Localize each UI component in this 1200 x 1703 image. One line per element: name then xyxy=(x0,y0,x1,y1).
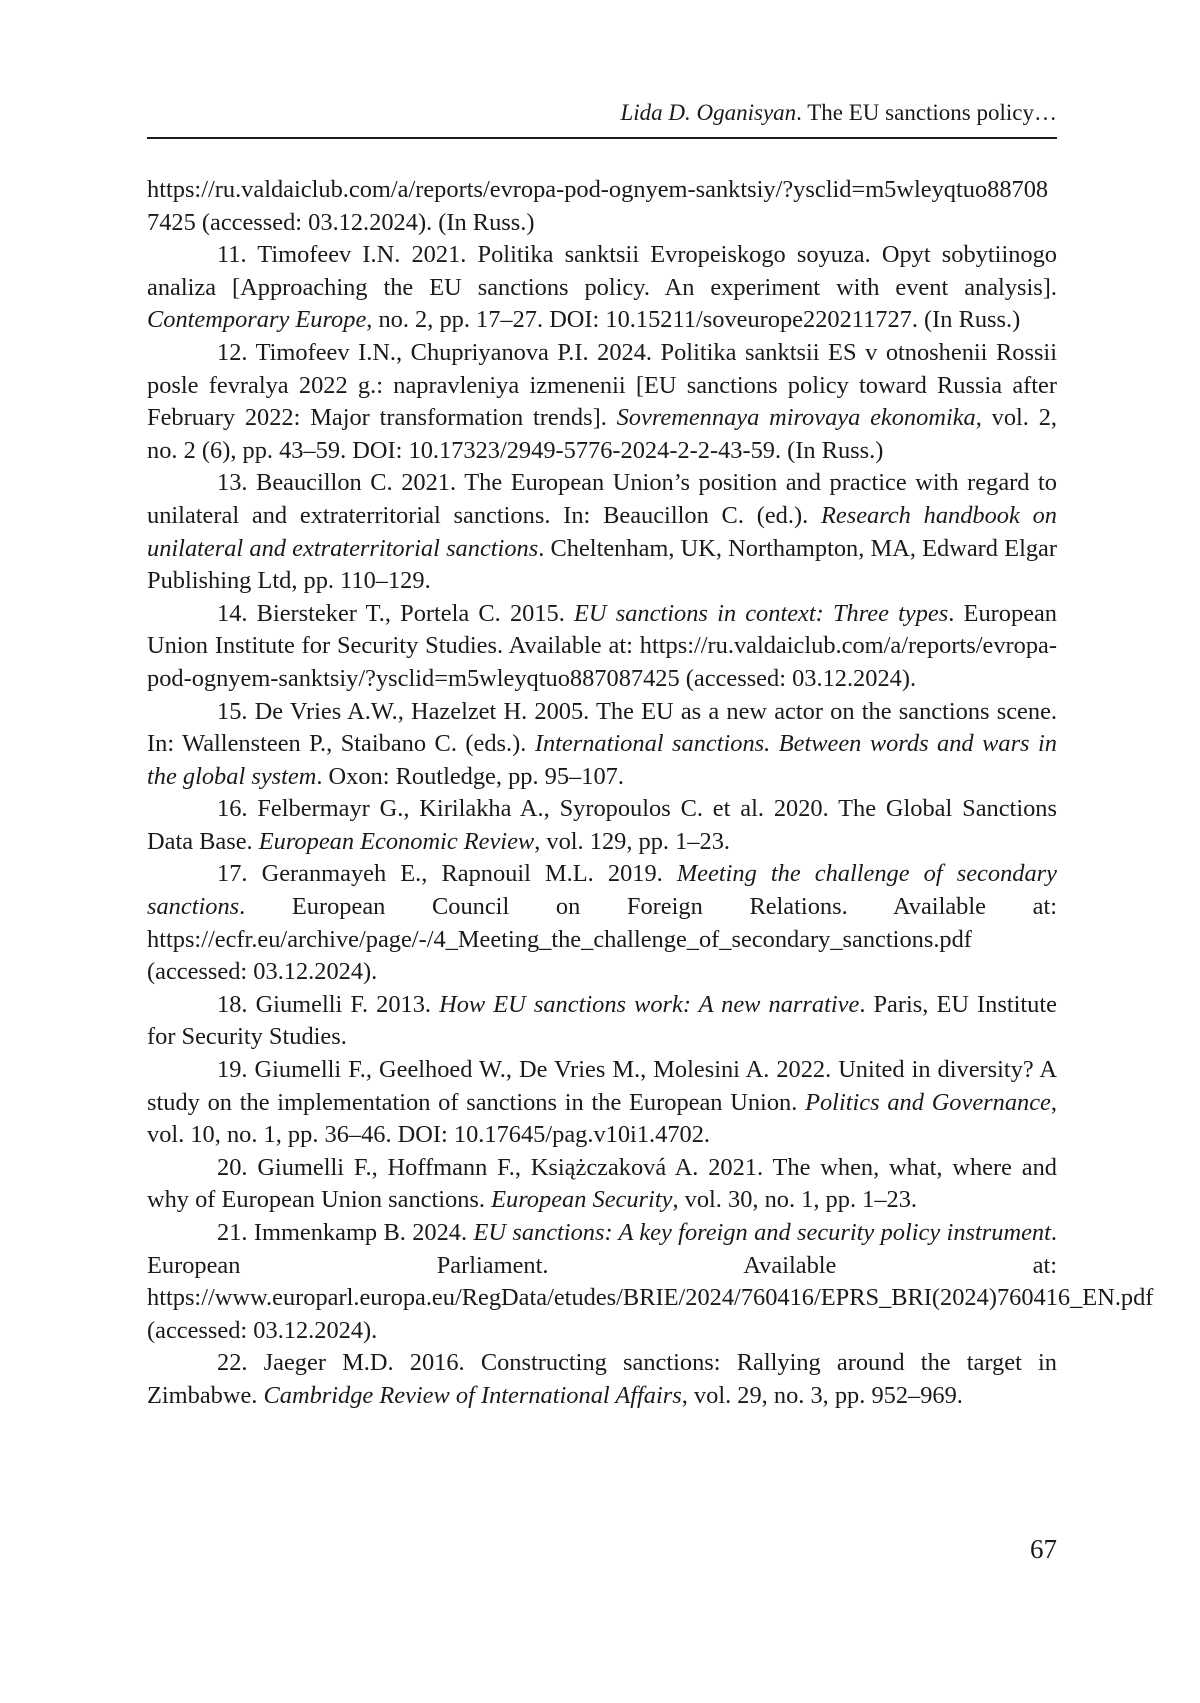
reference-source-title: European Economic Review xyxy=(258,827,535,855)
reference-source-title: International sanctions. Between words and wars in the global system xyxy=(147,730,1057,790)
reference-source-title: Sovremennaya mirovaya ekonomika xyxy=(616,404,976,432)
reference-text: , vol. 129, pp. 1–23. xyxy=(534,827,730,855)
running-head-author: Lida D. Oganisyan xyxy=(620,100,797,125)
reference-list xyxy=(147,174,1154,1413)
header-rule xyxy=(147,137,1057,139)
reference-text: . European Council on Foreign Relations. Available at: https://ecfr.eu/archive/page/-/4_Meeting_the_challenge_of_secondary_sanctions.pdf (accessed: 03.12.2024). xyxy=(147,893,1057,986)
reference-source-title: How EU sanctions work: A new narrative xyxy=(439,990,860,1018)
reference-text: 13. Beaucillon C. 2021. The European Union’s position and practice with regard to unilateral and extraterritorial sanctions. In: Beaucillon C. (ed.). xyxy=(147,469,1057,529)
reference-source-title: Cambridge Review of International Affairs xyxy=(263,1381,682,1409)
reference-item xyxy=(147,1347,1057,1412)
reference-text: . European Parliament. Available at: https://www.europarl.europa.eu/RegData/etudes/BRIE/2024/760416/EPRS_BRI(2024)760416_EN.pdf (accessed: 03.12.2024). xyxy=(147,1219,1154,1344)
reference-text: 12. Timofeev I.N., Chupriyanova P.I. 2024. Politika sanktsii ES v otnoshenii Rossii posle fevralya 2022 g.: napravleniya izmenenii [EU sanctions policy toward Russia after February 2022: Major transformation trends]. xyxy=(147,338,1057,432)
reference-text: 18. Giumelli F. 2013. xyxy=(217,990,440,1018)
running-head-title: . The EU sanctions policy… xyxy=(796,100,1057,125)
reference-text: , no. 2, pp. 17–27. DOI: 10.15211/soveurope220211727. (In Russ.) xyxy=(366,306,1021,334)
reference-item xyxy=(147,858,1057,988)
reference-item xyxy=(147,989,1057,1054)
reference-item xyxy=(147,793,1057,858)
reference-source-title: European Security xyxy=(491,1186,673,1214)
reference-item xyxy=(147,467,1057,597)
reference-text: 19. Giumelli F., Geelhoed W., De Vries M., Molesini A. 2022. United in diversity? A study on the implementation of sanctions in the European Union. xyxy=(147,1056,1057,1116)
reference-text: , vol. 2, no. 2 (6), pp. 43–59. DOI: 10.17323/2949-5776-2024-2-2-43-59. (In Russ.) xyxy=(147,404,1057,464)
reference-item xyxy=(147,598,1057,696)
reference-text: 14. Biersteker T., Portela C. 2015. xyxy=(217,599,575,627)
reference-item xyxy=(147,239,1057,337)
reference-text: https://ru.valdaiclub.com/a/reports/evropa-pod-ognyem-sanktsiy/?ysclid=m5wleyqtuo887087425 (accessed: 03.12.2024). (In Russ.) xyxy=(147,176,1049,236)
reference-text: . Paris, EU Institute for Security Studies. xyxy=(147,990,1057,1051)
reference-text: 16. Felbermayr G., Kirilakha A., Syropoulos C. et al. 2020. The Global Sanctions Data Base. xyxy=(147,795,1057,855)
reference-source-title: Politics and Governance xyxy=(805,1088,1051,1116)
reference-text: 15. De Vries A.W., Hazelzet H. 2005. The EU as a new actor on the sanctions scene. In: Wallensteen P., Staibano C. (eds.). xyxy=(147,697,1057,758)
reference-text: 22. Jaeger M.D. 2016. Constructing sanctions: Rallying around the target in Zimbabwe. xyxy=(147,1349,1057,1409)
reference-source-title: Contemporary Europe xyxy=(147,306,367,334)
reference-text: . Oxon: Routledge, pp. 95–107. xyxy=(316,762,624,790)
reference-text: , vol. 29, no. 3, pp. 952–969. xyxy=(681,1381,963,1409)
reference-text: 21. Immenkamp B. 2024. xyxy=(217,1219,474,1246)
reference-item xyxy=(147,337,1057,467)
reference-source-title: Research handbook on unilateral and extraterritorial sanctions xyxy=(147,501,1058,562)
reference-text: 20. Giumelli F., Hoffmann F., Książczaková A. 2021. The when, what, where and why of European Union sanctions. xyxy=(147,1153,1057,1214)
reference-text: 17. Geranmayeh E., Rapnouil M.L. 2019. xyxy=(217,860,677,888)
reference-source-title: Meeting the challenge of secondary sanctions xyxy=(147,860,1057,921)
reference-item xyxy=(147,1217,1154,1347)
running-head xyxy=(147,98,1057,128)
reference-text: . Cheltenham, UK, Northampton, MA, Edward Elgar Publishing Ltd, pp. 110–129. xyxy=(147,534,1057,595)
reference-text: 11. Timofeev I.N. 2021. Politika sanktsii Evropeiskogo soyuza. Opyt sobytiinogo analiza [Approaching the EU sanctions policy. An experiment with event analysis]. xyxy=(147,241,1057,301)
page-number: 67 xyxy=(1030,1534,1057,1564)
reference-source-title: EU sanctions in context: Three types xyxy=(574,599,949,627)
reference-continuation xyxy=(147,174,1057,239)
reference-source-title: EU sanctions: A key foreign and security policy instrument xyxy=(473,1219,1051,1246)
reference-item xyxy=(147,696,1057,794)
reference-text: , vol. 30, no. 1, pp. 1–23. xyxy=(672,1186,918,1214)
reference-item xyxy=(147,1054,1057,1152)
reference-item xyxy=(147,1152,1057,1217)
reference-text: . European Union Institute for Security Studies. Available at: https://ru.valdaiclub.com/a/reports/evropa-pod-ognyem-sanktsiy/?ysclid=m5wleyqtuo887087425 (accessed: 03.12.2024). xyxy=(147,599,1058,692)
reference-text: , vol. 10, no. 1, pp. 36–46. DOI: 10.17645/pag.v10i1.4702. xyxy=(147,1088,1057,1149)
